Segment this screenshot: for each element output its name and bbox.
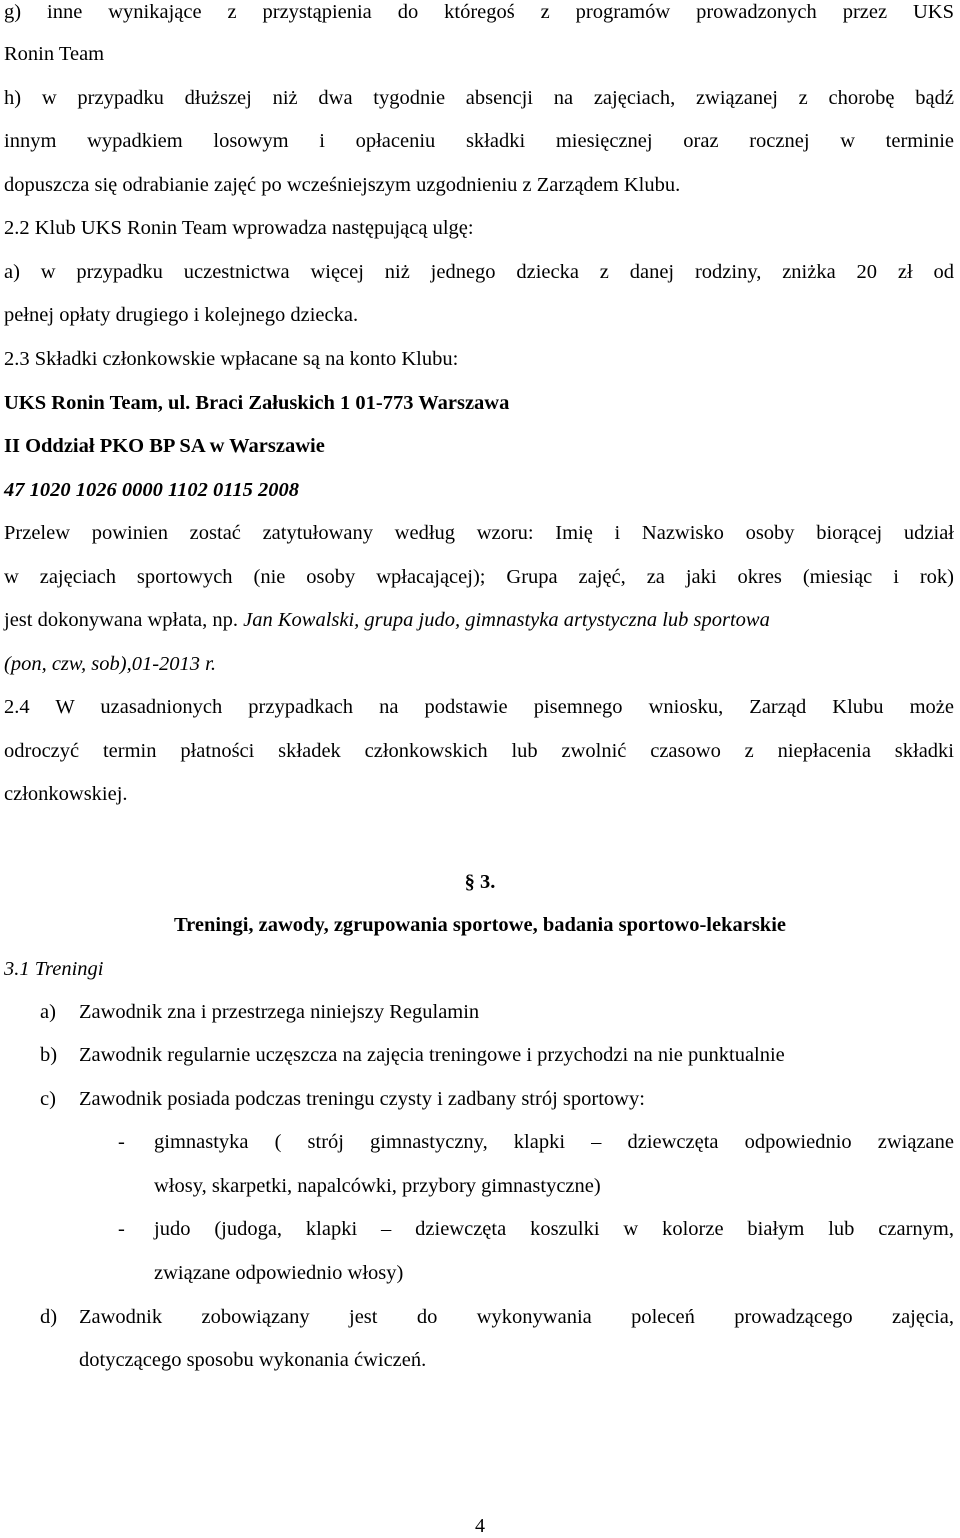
- account-holder-address: UKS Ronin Team, ul. Braci Załuskich 1 01-773 Warszawa: [4, 392, 510, 414]
- paragraph-discount-line-2: pełnej opłaty drugiego i kolejnego dziecka.: [4, 304, 359, 326]
- sublist-item-gymnastics-line-2: włosy, skarpetki, napalcówki, przybory gimnastyczne): [154, 1175, 601, 1197]
- paragraph-g-line-1: g) inne wynikające z przystąpienia do któregoś z programów prowadzonych przez UKS: [4, 1, 954, 23]
- list-item-c-marker: c): [40, 1088, 56, 1110]
- section-3-title: Treningi, zawody, zgrupowania sportowe, badania sportowo-lekarskie: [173, 914, 786, 936]
- sublist-item-gymnastics-marker: -: [118, 1131, 125, 1153]
- transfer-title-example: Jan Kowalski, grupa judo, gimnastyka artystyczna lub sportowa: [243, 609, 770, 631]
- transfer-title-line-3-text: jest dokonywana wpłata, np.: [4, 609, 244, 631]
- transfer-title-line-2: w zajęciach sportowych (nie osoby wpłacającej); Grupa zajęć, za jaki okres (miesiąc i rok): [4, 566, 954, 588]
- list-item-b: Zawodnik regularnie uczęszcza na zajęcia treningowe i przychodzi na nie punktualnie: [79, 1044, 785, 1066]
- sublist-item-judo-line-1: judo (judoga, klapki – dziewczęta koszulki w kolorze białym lub czarnym,: [154, 1218, 954, 1240]
- paragraph-h-line-3: dopuszcza się odrabianie zajęć po wcześniejszym uzgodnieniu z Zarządem Klubu.: [4, 174, 681, 196]
- transfer-title-example-line-2: (pon, czw, sob),01-2013 r.: [4, 653, 217, 675]
- section-2-4-line-3: członkowskiej.: [4, 783, 128, 805]
- list-item-a-marker: a): [40, 1001, 56, 1023]
- section-2-4-line-1: 2.4 W uzasadnionych przypadkach na podstawie pisemnego wniosku, Zarząd Klubu może: [4, 696, 954, 718]
- sublist-item-judo-line-2: związane odpowiednio włosy): [154, 1262, 404, 1284]
- list-item-d-line-2: dotyczącego sposobu wykonania ćwiczeń.: [79, 1349, 427, 1371]
- transfer-title-line-3: [4, 608, 954, 632]
- list-item-d-marker: d): [40, 1306, 58, 1328]
- transfer-title-line-1: Przelew powinien zostać zatytułowany według wzoru: Imię i Nazwisko osoby biorącej udział: [4, 522, 954, 544]
- paragraph-g-line-2: Ronin Team: [4, 43, 105, 65]
- paragraph-h-line-2: innym wypadkiem losowym i opłaceniu składki miesięcznej oraz rocznej w terminie: [4, 130, 954, 152]
- subsection-3-1-title: 3.1 Treningi: [4, 958, 104, 980]
- paragraph-h-line-1: h) w przypadku dłuższej niż dwa tygodnie absencji na zajęciach, związanej z chorobę bądź: [4, 87, 954, 109]
- list-item-b-marker: b): [40, 1044, 58, 1066]
- sublist-item-judo-marker: -: [118, 1218, 125, 1240]
- paragraph-discount-line-1: a) w przypadku uczestnictwa więcej niż jednego dziecka z danej rodziny, zniżka 20 zł od: [4, 261, 954, 283]
- list-item-d-line-1: Zawodnik zobowiązany jest do wykonywania poleceń prowadzącego zajęcia,: [79, 1306, 954, 1328]
- list-item-c: Zawodnik posiada podczas treningu czysty i zadbany strój sportowy:: [79, 1088, 645, 1110]
- bank-account-number: 47 1020 1026 0000 1102 0115 2008: [4, 479, 299, 501]
- section-2-2-heading: 2.2 Klub UKS Ronin Team wprowadza następującą ulgę:: [4, 217, 474, 239]
- section-3-number: § 3.: [464, 871, 496, 893]
- sublist-item-gymnastics-line-1: gimnastyka ( strój gimnastyczny, klapki – dziewczęta odpowiednio związane: [154, 1131, 954, 1153]
- list-item-a: Zawodnik zna i przestrzega niniejszy Regulamin: [79, 1001, 480, 1023]
- section-2-3-heading: 2.3 Składki członkowskie wpłacane są na konto Klubu:: [4, 348, 459, 370]
- section-2-4-line-2: odroczyć termin płatności składek członkowskich lub zwolnić czasowo z niepłacenia składki: [4, 740, 954, 762]
- page-number: 4: [475, 1515, 485, 1537]
- bank-branch: II Oddział PKO BP SA w Warszawie: [4, 435, 325, 457]
